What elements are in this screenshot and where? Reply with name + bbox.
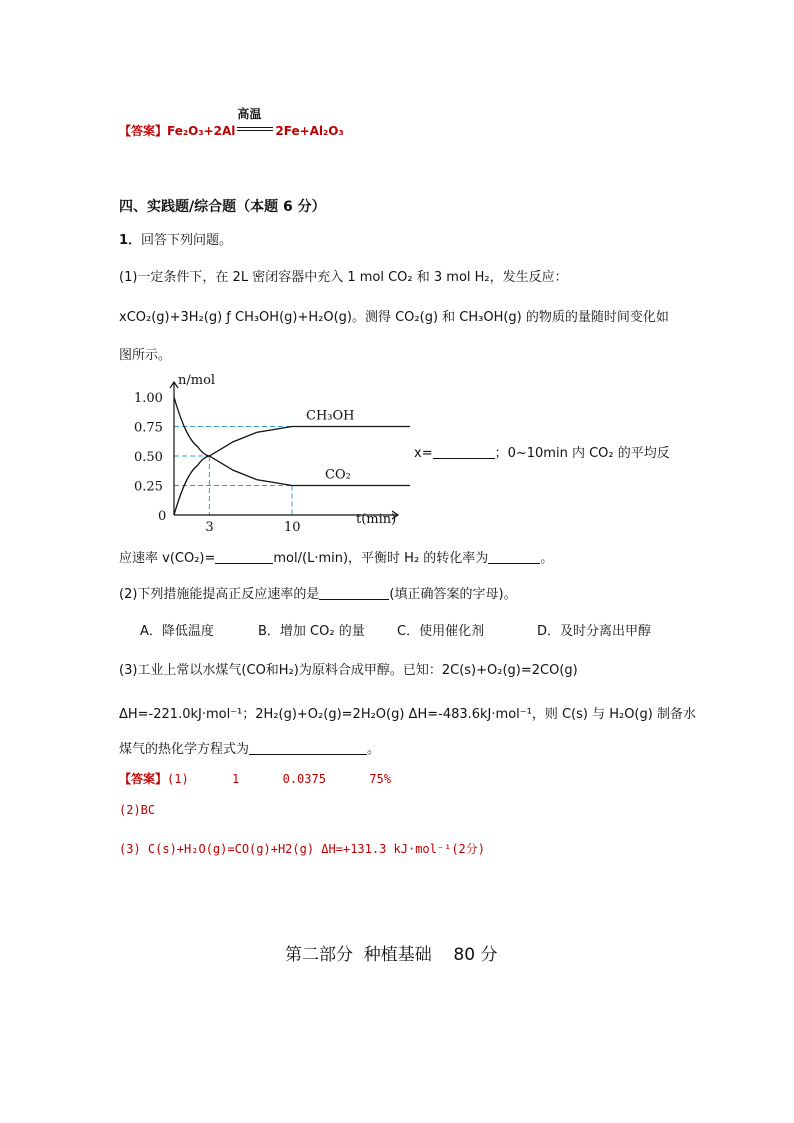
amount-time-chart bbox=[130, 370, 410, 532]
y-tick-label: 0.75 bbox=[134, 420, 163, 436]
y-tick-label: 0.25 bbox=[134, 479, 163, 495]
question-1 bbox=[119, 229, 232, 248]
rate-prefix: 应速率 v(CO₂)= bbox=[119, 551, 216, 566]
part-2-tail: (填正确答案的字母)。 bbox=[389, 587, 517, 602]
answer-2-line-3: (3) C(s)+H₂O(g)=CO(g)+H2(g) ΔH=+131.3 kJ·mol⁻¹(2分) bbox=[119, 842, 486, 856]
answer-products: 2Fe+Al₂O₃ bbox=[275, 124, 344, 138]
answer-1 bbox=[119, 107, 344, 139]
x-tick-label: 10 bbox=[284, 520, 301, 532]
y-tick-label: 0 bbox=[158, 509, 167, 524]
series-label: CH₃OH bbox=[306, 408, 355, 424]
rate-tail: 。 bbox=[540, 551, 554, 566]
x-answer-blank[interactable] bbox=[433, 444, 495, 459]
option-c[interactable]: C．使用催化剂 bbox=[397, 624, 485, 639]
y-axis-label: n/mol bbox=[178, 373, 216, 388]
part-3-line-3 bbox=[119, 738, 380, 757]
part-1-line-3: 图所示。 bbox=[119, 348, 172, 363]
part-3-prefix: 煤气的热化学方程式为 bbox=[119, 742, 250, 757]
option-a[interactable]: A．降低温度 bbox=[140, 624, 214, 639]
section-title: 四、实践题/综合题（本题 6 分） bbox=[119, 199, 326, 215]
y-tick-label: 1.00 bbox=[134, 391, 163, 406]
answer-2-label: 【答案】 bbox=[119, 772, 168, 786]
part-2 bbox=[119, 583, 517, 602]
part-3-tail: 。 bbox=[367, 742, 381, 757]
part-2-title: 第二部分 种植基础 80 分 bbox=[285, 945, 498, 965]
x-tick-label: 3 bbox=[205, 520, 214, 532]
part-1-line-2: xCO₂(g)+3H₂(g) ƒ CH₃OH(g)+H₂O(g)。测得 CO₂(g) 和 CH₃OH(g) 的物质的量随时间变化如 bbox=[119, 310, 669, 325]
series-label: CO₂ bbox=[325, 467, 351, 483]
option-d[interactable]: D．及时分离出甲醇 bbox=[537, 624, 652, 639]
part-3-line-2: ΔH=-221.0kJ·mol⁻¹；2H₂(g)+O₂(g)=2H₂O(g) ΔH=-483.6kJ·mol⁻¹，则 C(s) 与 H₂O(g) 制备水 bbox=[119, 707, 696, 722]
part-3-line-1: (3)工业上常以水煤气(CO和H₂)为原料合成甲醇。已知：2C(s)+O₂(g)=2CO(g) bbox=[119, 663, 578, 678]
rate-answer-blank[interactable] bbox=[215, 549, 273, 564]
x-prompt-tail: ；0~10min 内 CO₂ 的平均反 bbox=[494, 446, 670, 461]
reaction-condition: 高温 bbox=[237, 119, 273, 137]
part-1-line-1: (1)一定条件下，在 2L 密闭容器中充入 1 mol CO₂ 和 3 mol H₂，发生反应： bbox=[119, 270, 568, 285]
x-prompt bbox=[414, 442, 670, 461]
answer-reactants: Fe₂O₃+2Al bbox=[167, 124, 236, 138]
answer-label: 【答案】 bbox=[119, 124, 168, 138]
answer-2-part-1: (1) 1 0.0375 75% bbox=[167, 772, 391, 786]
x-axis-label: t(min) bbox=[356, 512, 397, 527]
conversion-answer-blank[interactable] bbox=[488, 549, 540, 564]
part-3-answer-blank[interactable] bbox=[249, 740, 367, 755]
answer-2-line-1 bbox=[119, 770, 391, 787]
part-2-answer-blank[interactable] bbox=[319, 585, 389, 600]
x-label: x= bbox=[414, 446, 433, 461]
y-tick-label: 0.50 bbox=[134, 450, 163, 465]
rate-mid: mol/(L·min)，平衡时 H₂ 的转化率为 bbox=[273, 551, 489, 566]
question-number: 1． bbox=[119, 233, 142, 248]
part-2-prompt: (2)下列措施能提高正反应速率的是 bbox=[119, 587, 320, 602]
rate-line bbox=[119, 547, 553, 566]
answer-2-line-2: (2)BC bbox=[119, 803, 156, 817]
option-b[interactable]: B．增加 CO₂ 的量 bbox=[258, 624, 365, 639]
question-prompt: 回答下列问题。 bbox=[141, 233, 233, 248]
